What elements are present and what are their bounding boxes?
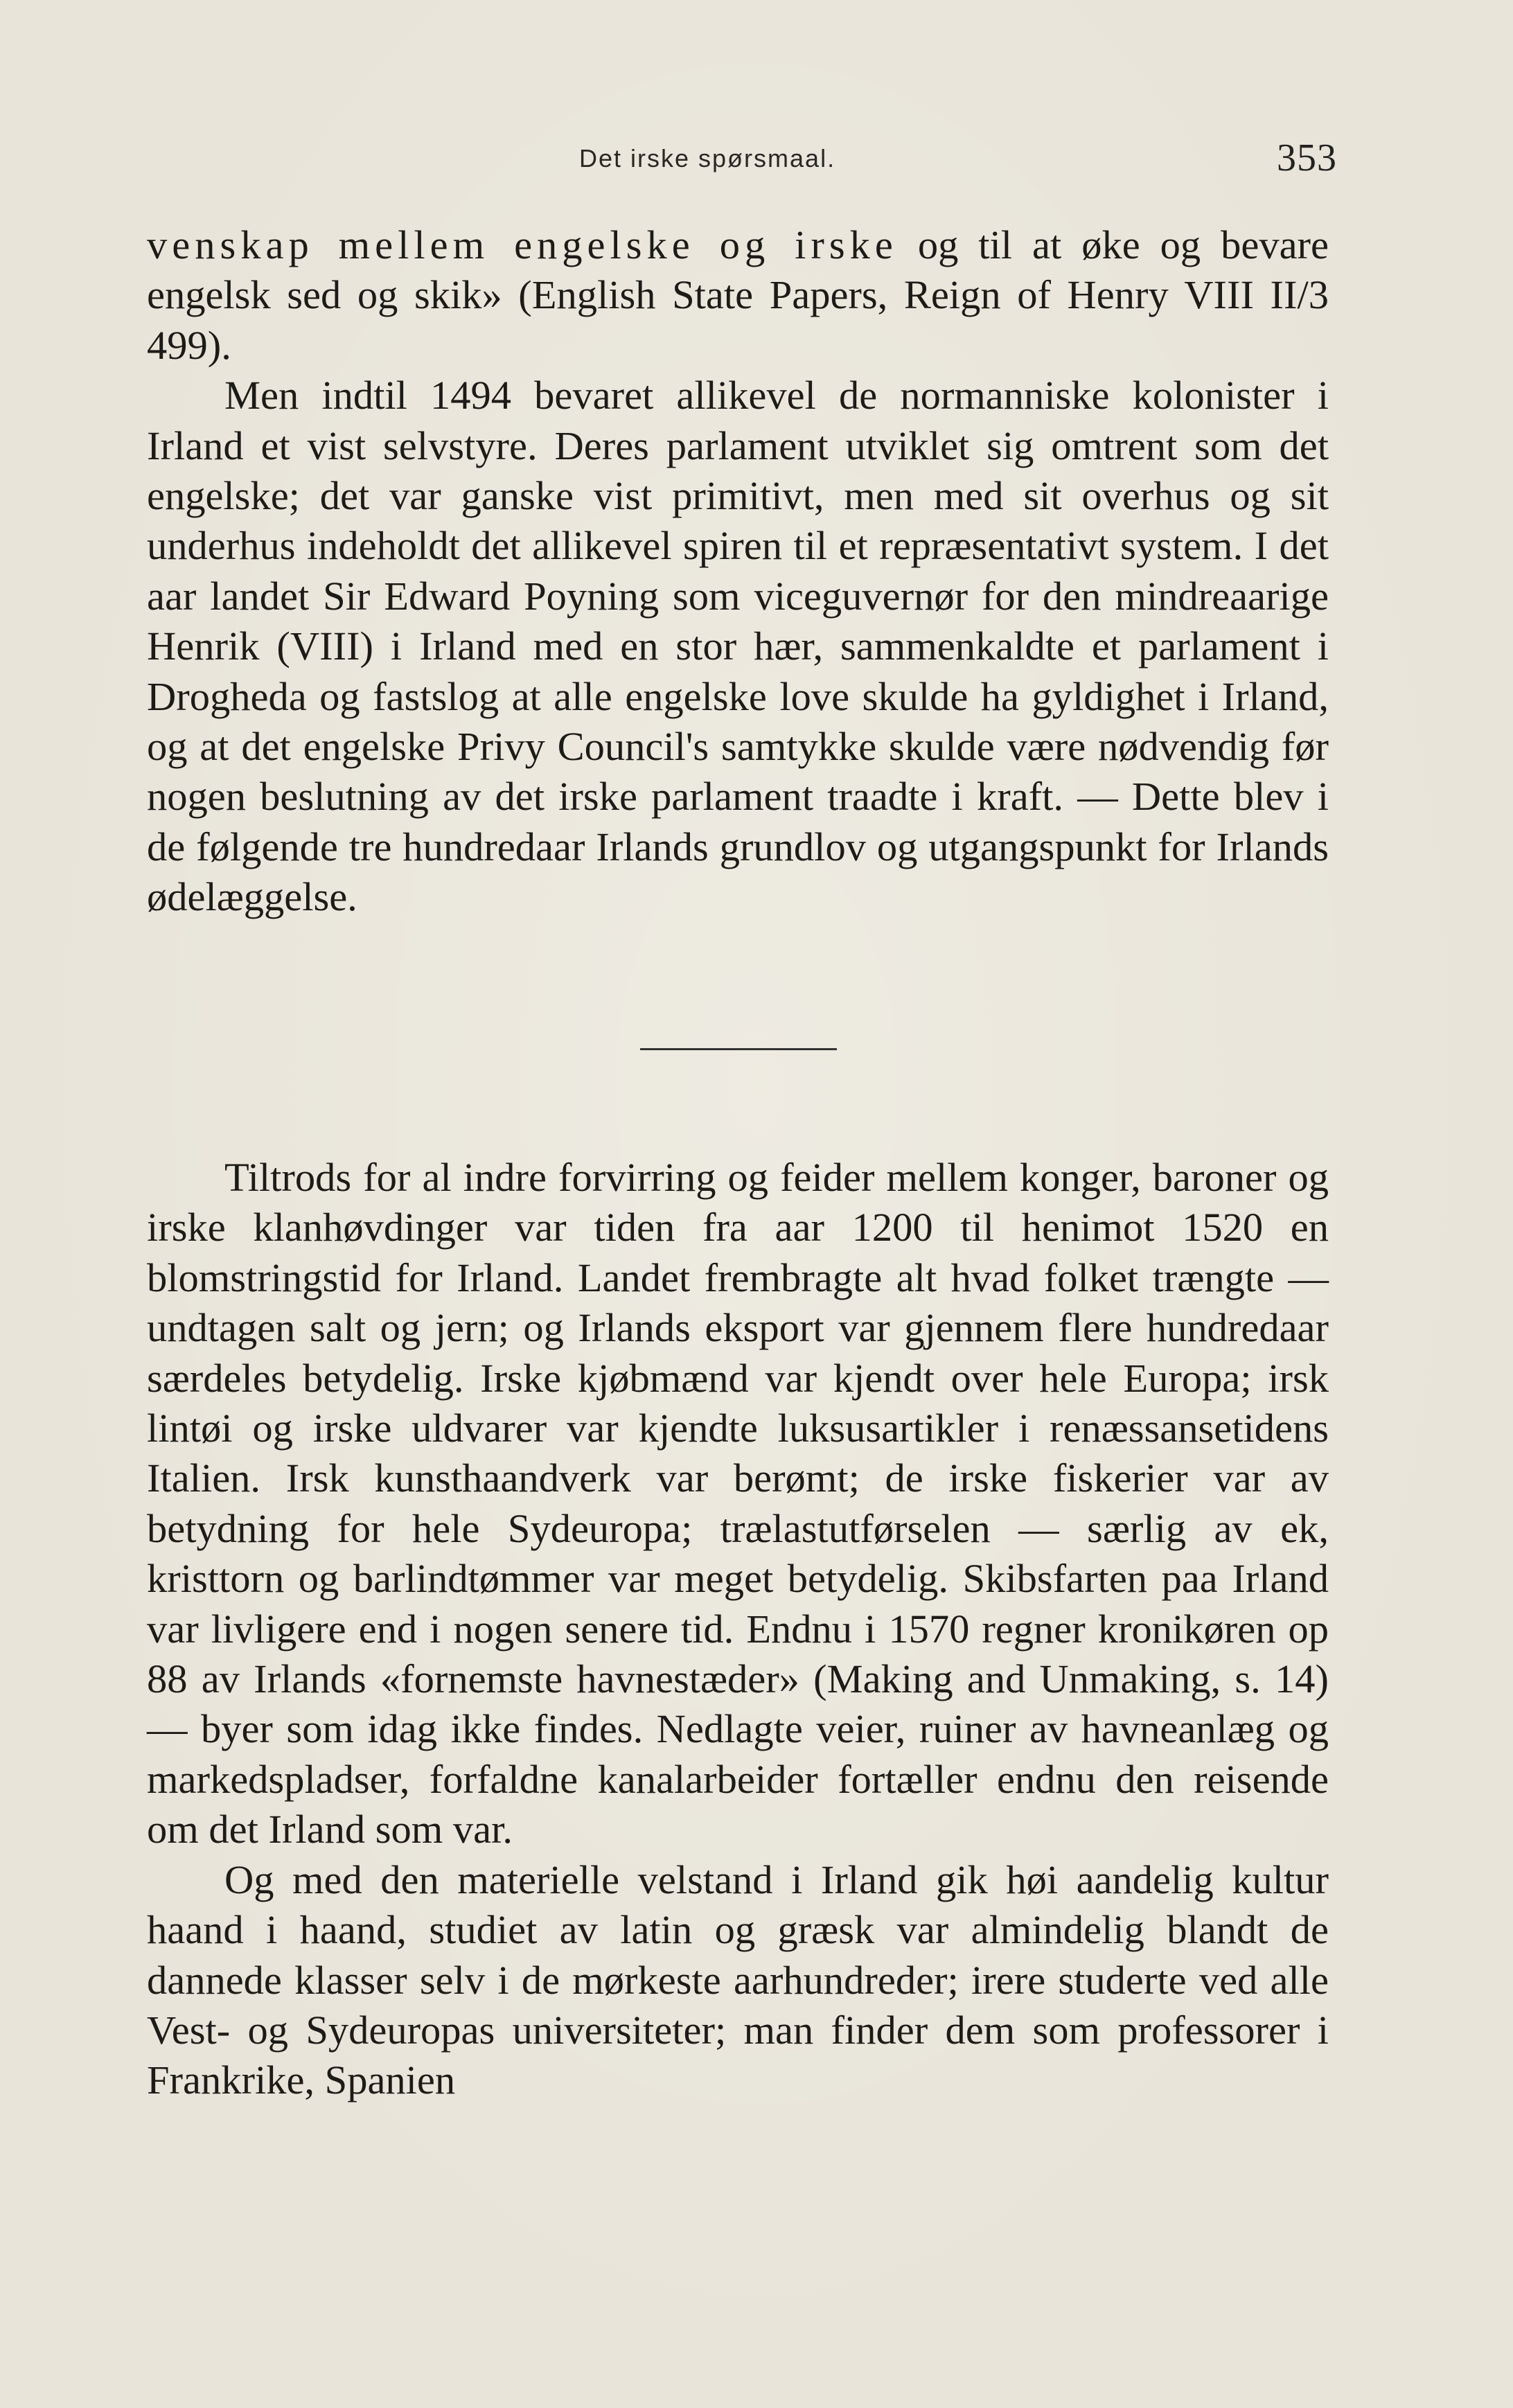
- paragraph-continued-rest: og til at øke og bevare engelsk sed og skik» (English State Papers, Reign of Henry VIII II/3 499).: [147, 222, 1329, 368]
- page-number: 353: [1277, 136, 1337, 179]
- paragraph-continued: [147, 220, 1329, 371]
- page-header: [147, 136, 1337, 184]
- paragraph: Tiltrods for al indre forvirring og feider mellem konger, baroner og irske klanhøvdinger var tiden fra aar 1200 til henimot 1520 en blomstringstid for Irland. Landet frembragte alt hvad folket trængte — undtagen salt og jern; og Irlands eksport var gjennem flere hundredaar særdeles betydelig. Irske kjøbmænd var kjendt over hele Europa; irsk lintøi og irske uldvarer var kjendte luksusartikler i renæssansetidens Italien. Irsk kunsthaandverk var berømt; de irske fiskerier var av betydning for hele Sydeuropa; trælastutførselen — særlig av ek, kristtorn og barlindtømmer var meget betydelig. Skibsfarten paa Irland var livligere end i nogen senere tid. Endnu i 1570 regner kronikøren op 88 av Irlands «fornemste havnestæder» (Making and Unmaking, s. 14) — byer som idag ikke findes. Nedlagte veier, ruiner av havneanlæg og markedspladser, forfaldne kanalarbeider fortæller endnu den reisende om det Irland som var.: [147, 1155, 1329, 1852]
- running-title: Det irske spørsmaal.: [579, 144, 836, 172]
- text-block-2: [147, 1153, 1329, 2106]
- section-divider: [640, 1048, 837, 1050]
- spaced-text: venskap mellem engelske og irske: [147, 222, 898, 267]
- text-block-1: [147, 220, 1329, 923]
- paragraph: Og med den materielle velstand i Irland gik høi aandelig kultur haand i haand, studiet av latin og græsk var almindelig blandt de dannede klasser selv i de mørkeste aarhundreder; irere studerte ved alle Vest- og Sydeuropas universiteter; man finder dem som professorer i Frankrike, Spanien: [147, 1857, 1329, 2103]
- paragraph: Men indtil 1494 bevaret allikevel de normanniske kolonister i Irland et vist selvstyre. Deres parlament utviklet sig omtrent som det engelske; det var ganske vist primitivt, men med sit overhus og sit underhus indeholdt det allikevel spiren til et repræsentativt system. I det aar landet Sir Edward Poyning som viceguvernør for den mindreaarige Henrik (VIII) i Irland med en stor hær, sammenkaldte et parlament i Drogheda og fastslog at alle engelske love skulde ha gyldighet i Irland, og at det engelske Privy Council's samtykke skulde være nødvendig før nogen beslutning av det irske parlament traadte i kraft. — Dette blev i de følgende tre hundredaar Irlands grundlov og utgangspunkt for Irlands ødelæggelse.: [147, 373, 1329, 920]
